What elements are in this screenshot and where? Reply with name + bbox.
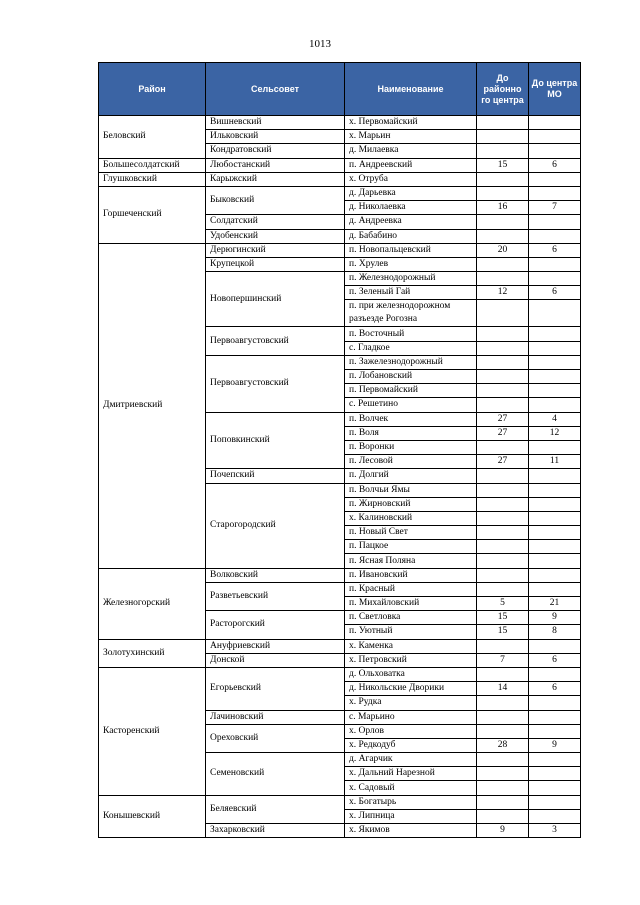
cell-distance-district [477,469,529,483]
cell-council: Беляевский [206,795,345,823]
cell-name: с. Гладкое [345,341,477,355]
cell-distance-mo [529,582,581,596]
cell-distance-mo: 7 [529,201,581,215]
cell-distance-district [477,511,529,525]
header-council: Сельсовет [206,63,345,116]
cell-name: х. Якимов [345,824,477,838]
cell-distance-mo [529,144,581,158]
cell-distance-mo [529,540,581,554]
cell-distance-mo [529,469,581,483]
cell-distance-district [477,540,529,554]
cell-distance-mo [529,440,581,454]
cell-distance-mo [529,710,581,724]
cell-distance-district: 28 [477,738,529,752]
cell-name: х. Каменка [345,639,477,653]
cell-distance-district [477,483,529,497]
cell-name: х. Петровский [345,653,477,667]
cell-council: Быковский [206,186,345,214]
cell-distance-district: 27 [477,426,529,440]
cell-distance-mo: 6 [529,243,581,257]
cell-distance-mo [529,215,581,229]
cell-name: п. Волчек [345,412,477,426]
cell-council: Первоавгустовский [206,327,345,355]
cell-distance-district: 15 [477,611,529,625]
cell-name: п. Пацкое [345,540,477,554]
cell-distance-mo [529,753,581,767]
cell-distance-district: 9 [477,824,529,838]
table-row [99,172,581,186]
cell-council: Крупецкой [206,257,345,271]
table-row [99,639,581,653]
cell-distance-district [477,370,529,384]
cell-distance-mo [529,186,581,200]
cell-council: Первоавгустовский [206,355,345,412]
cell-distance-district: 27 [477,455,529,469]
cell-distance-mo [529,767,581,781]
table-row [99,568,581,582]
cell-distance-district: 5 [477,597,529,611]
cell-distance-district [477,809,529,823]
cell-name: х. Редкодуб [345,738,477,752]
cell-name: п. Михайловский [345,597,477,611]
cell-name: п. Лобановский [345,370,477,384]
cell-name: д. Ольховатка [345,667,477,681]
cell-district: Конышевский [99,795,206,838]
cell-distance-mo [529,327,581,341]
cell-district: Золотухинский [99,639,206,667]
cell-name: д. Бабабино [345,229,477,243]
cell-distance-mo [529,696,581,710]
cell-council: Семеновский [206,753,345,796]
cell-council: Удобенский [206,229,345,243]
table-row [99,116,581,130]
cell-council: Ильковский [206,130,345,144]
cell-name: п. Волчьи Ямы [345,483,477,497]
cell-name: х. Садовый [345,781,477,795]
header-distance-mo: До центра МО [529,63,581,116]
cell-distance-district [477,398,529,412]
cell-council: Егорьевский [206,667,345,710]
cell-name: х. Липница [345,809,477,823]
cell-council: Разветьевский [206,582,345,610]
cell-name: п. Андреевский [345,158,477,172]
cell-distance-district [477,767,529,781]
cell-distance-mo [529,229,581,243]
cell-distance-district [477,710,529,724]
cell-distance-district [477,568,529,582]
cell-name: п. Воронки [345,440,477,454]
cell-distance-district [477,186,529,200]
table-row [99,158,581,172]
table-row [99,667,581,681]
cell-name: с. Решетино [345,398,477,412]
cell-council: Новопершинский [206,272,345,327]
cell-name: п. Светловка [345,611,477,625]
cell-name: д. Милаевка [345,144,477,158]
cell-district: Железногорский [99,568,206,639]
cell-distance-district [477,172,529,186]
cell-name: д. Дарьевка [345,186,477,200]
cell-name: п. Уютный [345,625,477,639]
cell-name: п. Жирновский [345,497,477,511]
cell-council: Почепский [206,469,345,483]
cell-distance-district [477,795,529,809]
cell-name: п. Зажелезнодорожный [345,355,477,369]
cell-district: Беловский [99,116,206,159]
cell-name: п. Железнодорожный [345,272,477,286]
cell-distance-district [477,724,529,738]
cell-distance-district [477,341,529,355]
cell-distance-district [477,257,529,271]
cell-distance-mo [529,370,581,384]
cell-distance-district: 12 [477,286,529,300]
cell-distance-district: 27 [477,412,529,426]
cell-distance-mo [529,639,581,653]
cell-distance-mo: 11 [529,455,581,469]
cell-district: Дмитриевский [99,243,206,568]
cell-distance-mo [529,497,581,511]
header-district: Район [99,63,206,116]
cell-council: Поповкинский [206,412,345,469]
cell-distance-district [477,300,529,327]
cell-distance-mo: 12 [529,426,581,440]
cell-distance-district [477,144,529,158]
cell-council: Донской [206,653,345,667]
cell-distance-mo [529,116,581,130]
cell-distance-mo [529,809,581,823]
cell-distance-mo [529,172,581,186]
cell-distance-district [477,667,529,681]
cell-council: Расторогский [206,611,345,639]
cell-name: х. Марьин [345,130,477,144]
cell-distance-mo [529,398,581,412]
cell-distance-district: 15 [477,625,529,639]
cell-distance-mo [529,526,581,540]
cell-distance-district [477,639,529,653]
cell-name: п. Долгий [345,469,477,483]
cell-name: д. Никольские Дворики [345,682,477,696]
cell-distance-mo [529,355,581,369]
cell-distance-district [477,554,529,568]
cell-distance-district [477,696,529,710]
cell-name: х. Орлов [345,724,477,738]
cell-distance-mo: 6 [529,286,581,300]
cell-name: п. Первомайский [345,384,477,398]
cell-distance-mo [529,511,581,525]
cell-name: х. Богатырь [345,795,477,809]
cell-distance-mo [529,300,581,327]
cell-name: п. Ивановский [345,568,477,582]
page-number: 1013 [309,38,331,50]
table-body [99,116,581,838]
cell-distance-district [477,327,529,341]
cell-distance-district [477,355,529,369]
cell-distance-district [477,753,529,767]
cell-name: х. Калиновский [345,511,477,525]
cell-distance-district [477,384,529,398]
cell-name: д. Николаевка [345,201,477,215]
cell-name: п. Новопальцевский [345,243,477,257]
cell-distance-mo: 6 [529,653,581,667]
cell-distance-district [477,526,529,540]
cell-distance-mo: 21 [529,597,581,611]
cell-district: Горшеченский [99,186,206,243]
cell-distance-district: 20 [477,243,529,257]
cell-distance-mo: 3 [529,824,581,838]
cell-name: х. Дальний Нарезной [345,767,477,781]
cell-name: п. Восточный [345,327,477,341]
cell-name: п. Лесовой [345,455,477,469]
table-row [99,243,581,257]
cell-council: Вишневский [206,116,345,130]
cell-district: Касторенский [99,667,206,795]
cell-council: Лачиновский [206,710,345,724]
cell-council: Ануфриевский [206,639,345,653]
cell-distance-mo [529,483,581,497]
cell-distance-mo: 6 [529,158,581,172]
cell-distance-district [477,130,529,144]
header-distance-district: До районно го центра [477,63,529,116]
table-row [99,186,581,200]
header-name: Наименование [345,63,477,116]
cell-distance-district [477,781,529,795]
cell-distance-district [477,440,529,454]
cell-distance-mo [529,130,581,144]
cell-distance-mo: 9 [529,611,581,625]
cell-name: п. Ясная Поляна [345,554,477,568]
cell-council: Любостанский [206,158,345,172]
cell-name: х. Рудка [345,696,477,710]
cell-district: Глушковский [99,172,206,186]
cell-name: п. Красный [345,582,477,596]
cell-distance-mo [529,781,581,795]
cell-council: Волковский [206,568,345,582]
settlements-table [98,62,581,838]
cell-distance-district: 16 [477,201,529,215]
cell-council: Дерюгинский [206,243,345,257]
cell-distance-mo: 6 [529,682,581,696]
table-header-row [99,63,581,116]
cell-name: х. Первомайский [345,116,477,130]
cell-distance-district: 15 [477,158,529,172]
cell-council: Карыжский [206,172,345,186]
cell-name: п. Новый Свет [345,526,477,540]
cell-distance-district [477,229,529,243]
cell-distance-district [477,272,529,286]
cell-distance-mo [529,341,581,355]
cell-council: Старогородский [206,483,345,568]
cell-distance-mo [529,724,581,738]
cell-distance-district [477,215,529,229]
cell-distance-mo [529,554,581,568]
cell-distance-mo [529,795,581,809]
cell-distance-district [477,497,529,511]
cell-name: д. Андреевка [345,215,477,229]
cell-name: п. Зеленый Гай [345,286,477,300]
table-row [99,795,581,809]
cell-distance-district [477,116,529,130]
cell-distance-district: 14 [477,682,529,696]
cell-name: п. Хрулев [345,257,477,271]
cell-council: Захарковский [206,824,345,838]
cell-distance-mo [529,257,581,271]
cell-distance-mo: 9 [529,738,581,752]
cell-name: х. Отруба [345,172,477,186]
cell-distance-mo: 4 [529,412,581,426]
cell-council: Ореховский [206,724,345,752]
cell-distance-district [477,582,529,596]
cell-district: Большесолдатский [99,158,206,172]
cell-distance-mo [529,667,581,681]
cell-name: д. Агарчик [345,753,477,767]
cell-distance-district: 7 [477,653,529,667]
cell-distance-mo [529,272,581,286]
cell-council: Солдатский [206,215,345,229]
cell-name: с. Марьино [345,710,477,724]
cell-distance-mo [529,384,581,398]
cell-name: п. Воля [345,426,477,440]
cell-name: п. при железнодорожном разъезде Рогозна [345,300,477,327]
cell-distance-mo [529,568,581,582]
cell-distance-mo: 8 [529,625,581,639]
cell-council: Кондратовский [206,144,345,158]
